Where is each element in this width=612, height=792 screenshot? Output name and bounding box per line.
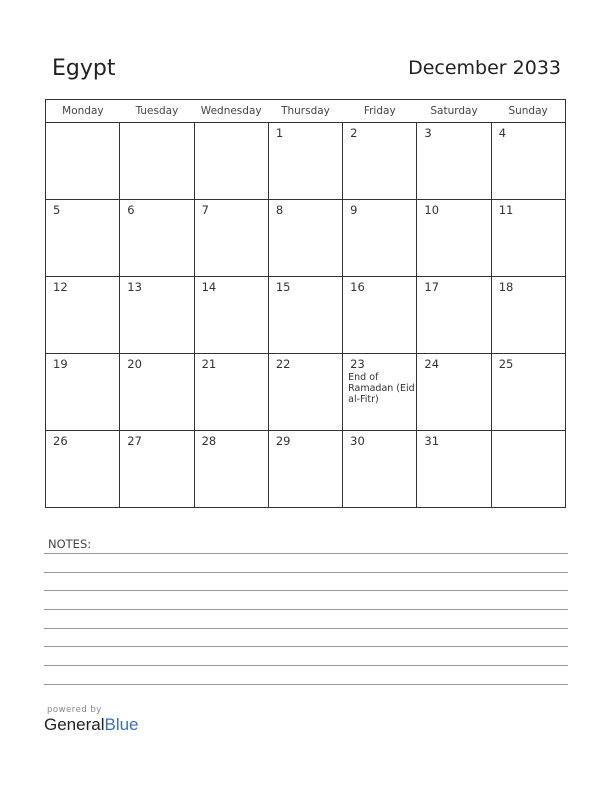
day-number: 7 <box>201 203 209 217</box>
day-cell <box>491 123 565 200</box>
day-number: 1 <box>275 126 284 140</box>
month-year-title: December 2033 <box>408 57 561 79</box>
day-cell <box>194 200 268 277</box>
day-number: 22 <box>275 357 291 371</box>
day-cell <box>120 200 194 277</box>
day-number: 18 <box>498 280 514 294</box>
day-cell <box>343 354 417 431</box>
weekday-header: Monday <box>46 100 120 123</box>
day-cell <box>343 431 417 508</box>
weekday-header: Thursday <box>268 100 342 123</box>
day-cell <box>491 354 565 431</box>
notes-line <box>44 646 568 647</box>
day-cell <box>194 277 268 354</box>
weekday-header: Wednesday <box>194 100 268 123</box>
day-cell <box>46 354 120 431</box>
day-cell <box>46 277 120 354</box>
day-cell <box>417 200 491 277</box>
day-cell <box>46 431 120 508</box>
day-number: 14 <box>201 280 217 294</box>
week-row <box>46 431 566 508</box>
notes-line <box>44 628 568 629</box>
logo-general-text: General <box>44 715 105 734</box>
day-cell <box>194 431 268 508</box>
notes-line <box>44 609 568 610</box>
notes-line <box>44 665 568 666</box>
day-number: 20 <box>127 357 142 371</box>
day-cell <box>194 354 268 431</box>
day-cell <box>491 200 565 277</box>
day-cell <box>491 277 565 354</box>
day-cell <box>46 123 120 200</box>
day-cell <box>120 277 194 354</box>
day-number: 17 <box>424 280 440 294</box>
day-number: 4 <box>498 126 507 140</box>
weekday-header: Saturday <box>417 100 491 123</box>
day-cell <box>268 431 342 508</box>
day-cell <box>268 200 342 277</box>
weekday-header: Tuesday <box>120 100 194 123</box>
day-cell <box>268 277 342 354</box>
day-number: 9 <box>350 203 358 217</box>
weekday-header: Friday <box>343 100 417 123</box>
day-number: 15 <box>275 280 291 294</box>
day-cell <box>417 123 491 200</box>
country-title: Egypt <box>52 56 116 81</box>
day-number: 10 <box>424 203 440 217</box>
week-row <box>46 354 566 431</box>
day-cell <box>120 431 194 508</box>
day-number: 28 <box>201 434 217 448</box>
day-number: 8 <box>275 203 284 217</box>
notes-line <box>44 572 568 573</box>
day-cell <box>417 354 491 431</box>
day-cell <box>194 123 268 200</box>
day-cell <box>343 200 417 277</box>
logo-blue-text: Blue <box>104 715 139 734</box>
day-number: 31 <box>424 434 440 448</box>
brand-footer <box>44 705 139 735</box>
holiday-event: End of Ramadan (Eid al-Fitr) <box>348 372 415 405</box>
day-cell <box>343 123 417 200</box>
day-number: 12 <box>53 280 68 294</box>
generalblue-logo <box>44 715 139 735</box>
day-cell <box>417 277 491 354</box>
day-number: 30 <box>350 434 365 448</box>
day-number: 26 <box>53 434 68 448</box>
day-cell <box>268 123 342 200</box>
day-number: 13 <box>127 280 142 294</box>
week-row <box>46 123 566 200</box>
week-row <box>46 277 566 354</box>
day-number: 24 <box>424 357 440 371</box>
notes-line <box>44 684 568 685</box>
day-number: 11 <box>498 203 514 217</box>
notes-line <box>44 590 568 591</box>
day-cell <box>46 200 120 277</box>
day-number: 3 <box>424 126 432 140</box>
powered-by-text: powered by <box>47 705 102 715</box>
day-number: 5 <box>53 203 61 217</box>
notes-line <box>44 553 568 554</box>
calendar-grid <box>45 99 566 508</box>
day-cell <box>120 123 194 200</box>
day-number: 2 <box>350 126 358 140</box>
day-number: 27 <box>127 434 142 448</box>
day-cell <box>417 431 491 508</box>
day-cell <box>343 277 417 354</box>
day-number: 21 <box>201 357 217 371</box>
weekday-header-row <box>46 100 566 123</box>
weekday-header: Sunday <box>491 100 565 123</box>
day-number: 25 <box>498 357 514 371</box>
day-cell <box>268 354 342 431</box>
day-number: 29 <box>275 434 291 448</box>
week-row <box>46 200 566 277</box>
day-cell <box>120 354 194 431</box>
notes-label: NOTES: <box>48 537 92 551</box>
day-number: 19 <box>53 357 68 371</box>
day-number: 16 <box>350 280 365 294</box>
day-number: 6 <box>127 203 135 217</box>
day-number: 23 <box>350 357 365 371</box>
day-cell <box>491 431 565 508</box>
